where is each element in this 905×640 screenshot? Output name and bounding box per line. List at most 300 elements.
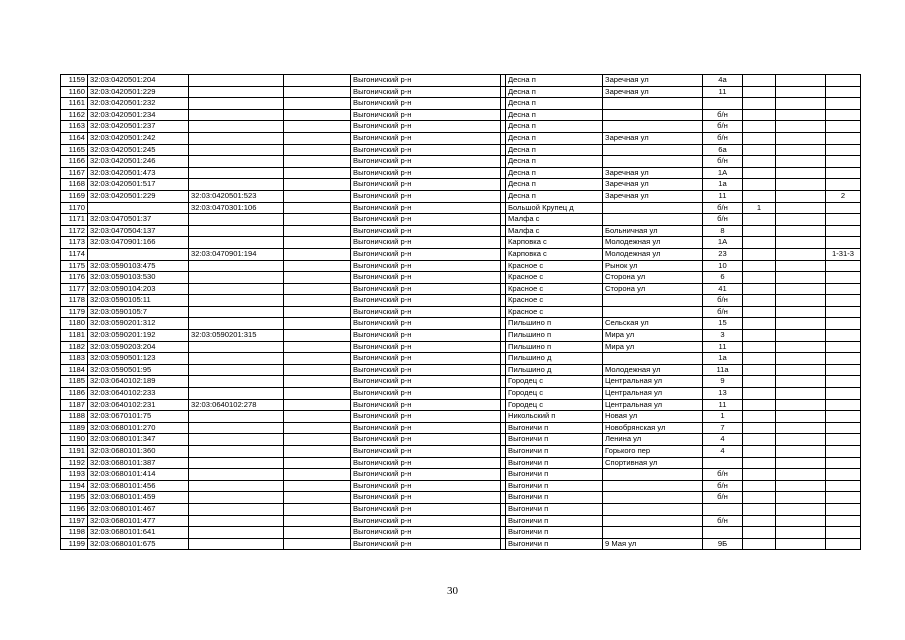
street-cell: Заречная ул xyxy=(603,179,703,191)
cadastral-number-cell: 32:03:0640102:189 xyxy=(88,376,189,388)
locality-cell: Пильшино д xyxy=(506,353,603,365)
new-cadastral-number-cell xyxy=(189,214,284,226)
house-number-cell: б/н xyxy=(703,515,743,527)
district-cell: Выгоничский р-н xyxy=(351,132,501,144)
new-cadastral-number-cell xyxy=(189,132,284,144)
table-row xyxy=(61,190,861,202)
count-cell xyxy=(743,527,776,539)
new-cadastral-number-cell xyxy=(189,434,284,446)
street-cell xyxy=(603,515,703,527)
street-cell xyxy=(603,98,703,110)
count-cell xyxy=(743,469,776,481)
district-cell: Выгоничский р-н xyxy=(351,364,501,376)
locality-cell: Городец с xyxy=(506,399,603,411)
street-cell: Центральная ул xyxy=(603,399,703,411)
house-number-cell: 11 xyxy=(703,399,743,411)
blank-col-3-cell xyxy=(776,399,826,411)
extra-cell xyxy=(826,434,861,446)
district-cell: Выгоничский р-н xyxy=(351,306,501,318)
blank-col-cell xyxy=(284,167,351,179)
row-number-cell: 1192 xyxy=(61,457,88,469)
blank-col-3-cell xyxy=(776,144,826,156)
row-number-cell: 1175 xyxy=(61,260,88,272)
cadastral-number-cell: 32:03:0420501:242 xyxy=(88,132,189,144)
street-cell: Больничная ул xyxy=(603,225,703,237)
cadastral-number-cell: 32:03:0590104:203 xyxy=(88,283,189,295)
new-cadastral-number-cell xyxy=(189,237,284,249)
extra-cell xyxy=(826,98,861,110)
cadastral-number-cell: 32:03:0680101:467 xyxy=(88,503,189,515)
new-cadastral-number-cell xyxy=(189,480,284,492)
table-row xyxy=(61,376,861,388)
blank-col-cell xyxy=(284,364,351,376)
cadastral-number-cell: 32:03:0590501:95 xyxy=(88,364,189,376)
blank-col-cell xyxy=(284,214,351,226)
extra-cell xyxy=(826,318,861,330)
district-cell: Выгоничский р-н xyxy=(351,167,501,179)
count-cell xyxy=(743,306,776,318)
cadastral-number-cell: 32:03:0590105:7 xyxy=(88,306,189,318)
count-cell xyxy=(743,156,776,168)
row-number-cell: 1196 xyxy=(61,503,88,515)
blank-col-cell xyxy=(284,98,351,110)
cadastral-number-cell xyxy=(88,248,189,260)
cadastral-number-cell: 32:03:0640102:231 xyxy=(88,399,189,411)
house-number-cell: 1 xyxy=(703,411,743,423)
blank-col-3-cell xyxy=(776,167,826,179)
cadastral-number-cell: 32:03:0590103:530 xyxy=(88,272,189,284)
house-number-cell: 11 xyxy=(703,190,743,202)
new-cadastral-number-cell xyxy=(189,341,284,353)
new-cadastral-number-cell xyxy=(189,376,284,388)
district-cell: Выгоничский р-н xyxy=(351,515,501,527)
blank-col-3-cell xyxy=(776,156,826,168)
cadastral-number-cell: 32:03:0590105:11 xyxy=(88,295,189,307)
house-number-cell: б/н xyxy=(703,306,743,318)
locality-cell: Десна п xyxy=(506,109,603,121)
cadastral-number-cell: 32:03:0680101:675 xyxy=(88,538,189,550)
blank-col-3-cell xyxy=(776,225,826,237)
extra-cell xyxy=(826,330,861,342)
blank-col-cell xyxy=(284,446,351,458)
blank-col-3-cell xyxy=(776,202,826,214)
row-number-cell: 1180 xyxy=(61,318,88,330)
blank-col-3-cell xyxy=(776,469,826,481)
blank-col-3-cell xyxy=(776,538,826,550)
district-cell: Выгоничский р-н xyxy=(351,225,501,237)
district-cell: Выгоничский р-н xyxy=(351,446,501,458)
new-cadastral-number-cell xyxy=(189,260,284,272)
extra-cell xyxy=(826,75,861,87)
street-cell xyxy=(603,295,703,307)
district-cell: Выгоничский р-н xyxy=(351,330,501,342)
blank-col-cell xyxy=(284,330,351,342)
table-row xyxy=(61,515,861,527)
blank-col-3-cell xyxy=(776,121,826,133)
count-cell xyxy=(743,225,776,237)
extra-cell xyxy=(826,480,861,492)
blank-col-3-cell xyxy=(776,109,826,121)
district-cell: Выгоничский р-н xyxy=(351,75,501,87)
extra-cell xyxy=(826,144,861,156)
blank-col-3-cell xyxy=(776,434,826,446)
table-row xyxy=(61,237,861,249)
count-cell xyxy=(743,190,776,202)
blank-col-cell xyxy=(284,75,351,87)
row-number-cell: 1181 xyxy=(61,330,88,342)
extra-cell xyxy=(826,179,861,191)
street-cell xyxy=(603,214,703,226)
blank-col-cell xyxy=(284,538,351,550)
locality-cell: Десна п xyxy=(506,179,603,191)
new-cadastral-number-cell xyxy=(189,388,284,400)
locality-cell: Выгоничи п xyxy=(506,469,603,481)
house-number-cell: 13 xyxy=(703,388,743,400)
street-cell: Молодежная ул xyxy=(603,364,703,376)
district-cell: Выгоничский р-н xyxy=(351,318,501,330)
new-cadastral-number-cell xyxy=(189,306,284,318)
locality-cell: Пильшино п xyxy=(506,341,603,353)
row-number-cell: 1182 xyxy=(61,341,88,353)
street-cell xyxy=(603,202,703,214)
new-cadastral-number-cell xyxy=(189,364,284,376)
cadastral-number-cell: 32:03:0420501:229 xyxy=(88,86,189,98)
district-cell: Выгоничский р-н xyxy=(351,283,501,295)
cadastral-number-cell: 32:03:0640102:233 xyxy=(88,388,189,400)
table-row xyxy=(61,364,861,376)
row-number-cell: 1169 xyxy=(61,190,88,202)
cadastral-number-cell: 32:03:0680101:456 xyxy=(88,480,189,492)
blank-col-cell xyxy=(284,376,351,388)
extra-cell xyxy=(826,272,861,284)
blank-col-cell xyxy=(284,492,351,504)
house-number-cell: 8 xyxy=(703,225,743,237)
count-cell xyxy=(743,179,776,191)
new-cadastral-number-cell xyxy=(189,86,284,98)
house-number-cell: б/н xyxy=(703,132,743,144)
district-cell: Выгоничский р-н xyxy=(351,411,501,423)
count-cell xyxy=(743,515,776,527)
blank-col-3-cell xyxy=(776,422,826,434)
blank-col-3-cell xyxy=(776,527,826,539)
cadastral-number-cell: 32:03:0470901:166 xyxy=(88,237,189,249)
district-cell: Выгоничский р-н xyxy=(351,272,501,284)
district-cell: Выгоничский р-н xyxy=(351,353,501,365)
table-body xyxy=(61,75,861,550)
table-row xyxy=(61,306,861,318)
row-number-cell: 1184 xyxy=(61,364,88,376)
extra-cell xyxy=(826,109,861,121)
street-cell xyxy=(603,144,703,156)
new-cadastral-number-cell: 32:03:0640102:278 xyxy=(189,399,284,411)
cadastral-number-cell: 32:03:0420501:245 xyxy=(88,144,189,156)
table-row xyxy=(61,179,861,191)
row-number-cell: 1163 xyxy=(61,121,88,133)
table-row xyxy=(61,422,861,434)
count-cell xyxy=(743,86,776,98)
house-number-cell: б/н xyxy=(703,295,743,307)
cadastral-number-cell: 32:03:0420501:517 xyxy=(88,179,189,191)
street-cell: Молодежная ул xyxy=(603,237,703,249)
row-number-cell: 1173 xyxy=(61,237,88,249)
extra-cell: 2 xyxy=(826,190,861,202)
house-number-cell: 15 xyxy=(703,318,743,330)
row-number-cell: 1159 xyxy=(61,75,88,87)
blank-col-3-cell xyxy=(776,214,826,226)
count-cell xyxy=(743,75,776,87)
house-number-cell: б/н xyxy=(703,202,743,214)
locality-cell: Красное с xyxy=(506,295,603,307)
table-row xyxy=(61,388,861,400)
register-table xyxy=(60,74,861,550)
blank-col-cell xyxy=(284,503,351,515)
blank-col-3-cell xyxy=(776,98,826,110)
row-number-cell: 1178 xyxy=(61,295,88,307)
blank-col-3-cell xyxy=(776,446,826,458)
blank-col-cell xyxy=(284,527,351,539)
street-cell: Сторона ул xyxy=(603,272,703,284)
new-cadastral-number-cell xyxy=(189,225,284,237)
count-cell xyxy=(743,376,776,388)
count-cell xyxy=(743,411,776,423)
count-cell xyxy=(743,538,776,550)
blank-col-cell xyxy=(284,411,351,423)
street-cell: Молодежная ул xyxy=(603,248,703,260)
count-cell xyxy=(743,295,776,307)
cadastral-number-cell: 32:03:0470504:137 xyxy=(88,225,189,237)
blank-col-cell xyxy=(284,341,351,353)
table-row xyxy=(61,248,861,260)
new-cadastral-number-cell xyxy=(189,538,284,550)
house-number-cell: 23 xyxy=(703,248,743,260)
new-cadastral-number-cell xyxy=(189,422,284,434)
district-cell: Выгоничский р-н xyxy=(351,388,501,400)
table-row xyxy=(61,260,861,272)
house-number-cell: б/н xyxy=(703,469,743,481)
extra-cell xyxy=(826,353,861,365)
cadastral-number-cell: 32:03:0670101:75 xyxy=(88,411,189,423)
count-cell xyxy=(743,353,776,365)
district-cell: Выгоничский р-н xyxy=(351,538,501,550)
row-number-cell: 1168 xyxy=(61,179,88,191)
street-cell: Спортивная ул xyxy=(603,457,703,469)
new-cadastral-number-cell xyxy=(189,75,284,87)
locality-cell: Выгоничи п xyxy=(506,480,603,492)
district-cell: Выгоничский р-н xyxy=(351,144,501,156)
blank-col-cell xyxy=(284,248,351,260)
street-cell: Горького пер xyxy=(603,446,703,458)
table-row xyxy=(61,330,861,342)
extra-cell xyxy=(826,457,861,469)
new-cadastral-number-cell xyxy=(189,411,284,423)
cadastral-number-cell: 32:03:0590201:312 xyxy=(88,318,189,330)
table-row xyxy=(61,156,861,168)
blank-col-3-cell xyxy=(776,272,826,284)
row-number-cell: 1177 xyxy=(61,283,88,295)
row-number-cell: 1166 xyxy=(61,156,88,168)
count-cell xyxy=(743,457,776,469)
blank-col-cell xyxy=(284,515,351,527)
blank-col-cell xyxy=(284,86,351,98)
house-number-cell: б/н xyxy=(703,214,743,226)
count-cell xyxy=(743,248,776,260)
blank-col-cell xyxy=(284,469,351,481)
register-table-container xyxy=(60,74,861,550)
house-number-cell: 3 xyxy=(703,330,743,342)
count-cell: 1 xyxy=(743,202,776,214)
row-number-cell: 1164 xyxy=(61,132,88,144)
extra-cell xyxy=(826,399,861,411)
table-row xyxy=(61,121,861,133)
blank-col-3-cell xyxy=(776,330,826,342)
locality-cell: Малфа с xyxy=(506,214,603,226)
blank-col-cell xyxy=(284,202,351,214)
street-cell xyxy=(603,469,703,481)
table-row xyxy=(61,318,861,330)
new-cadastral-number-cell xyxy=(189,353,284,365)
new-cadastral-number-cell xyxy=(189,469,284,481)
count-cell xyxy=(743,132,776,144)
house-number-cell xyxy=(703,503,743,515)
table-row xyxy=(61,353,861,365)
blank-col-3-cell xyxy=(776,75,826,87)
locality-cell: Городец с xyxy=(506,376,603,388)
blank-col-3-cell xyxy=(776,132,826,144)
table-row xyxy=(61,272,861,284)
blank-col-cell xyxy=(284,190,351,202)
cadastral-number-cell: 32:03:0420501:229 xyxy=(88,190,189,202)
house-number-cell xyxy=(703,457,743,469)
blank-col-3-cell xyxy=(776,480,826,492)
house-number-cell: 9Б xyxy=(703,538,743,550)
table-row xyxy=(61,86,861,98)
blank-col-cell xyxy=(284,318,351,330)
extra-cell xyxy=(826,260,861,272)
cadastral-number-cell: 32:03:0590501:123 xyxy=(88,353,189,365)
district-cell: Выгоничский р-н xyxy=(351,480,501,492)
extra-cell xyxy=(826,121,861,133)
locality-cell: Городец с xyxy=(506,388,603,400)
cadastral-number-cell: 32:03:0590201:192 xyxy=(88,330,189,342)
cadastral-number-cell: 32:03:0590203:204 xyxy=(88,341,189,353)
house-number-cell xyxy=(703,98,743,110)
district-cell: Выгоничский р-н xyxy=(351,237,501,249)
locality-cell: Никольский п xyxy=(506,411,603,423)
table-row xyxy=(61,214,861,226)
row-number-cell: 1171 xyxy=(61,214,88,226)
count-cell xyxy=(743,341,776,353)
district-cell: Выгоничский р-н xyxy=(351,376,501,388)
locality-cell: Выгоничи п xyxy=(506,446,603,458)
count-cell xyxy=(743,167,776,179)
blank-col-cell xyxy=(284,388,351,400)
new-cadastral-number-cell xyxy=(189,527,284,539)
cadastral-number-cell: 32:03:0420501:473 xyxy=(88,167,189,179)
count-cell xyxy=(743,388,776,400)
count-cell xyxy=(743,144,776,156)
house-number-cell: 7 xyxy=(703,422,743,434)
locality-cell: Десна п xyxy=(506,144,603,156)
row-number-cell: 1170 xyxy=(61,202,88,214)
locality-cell: Выгоничи п xyxy=(506,457,603,469)
row-number-cell: 1188 xyxy=(61,411,88,423)
page-number: 30 xyxy=(447,585,458,597)
extra-cell xyxy=(826,295,861,307)
extra-cell xyxy=(826,376,861,388)
district-cell: Выгоничский р-н xyxy=(351,341,501,353)
blank-col-cell xyxy=(284,156,351,168)
row-number-cell: 1179 xyxy=(61,306,88,318)
cadastral-number-cell xyxy=(88,202,189,214)
street-cell: Сельская ул xyxy=(603,318,703,330)
blank-col-cell xyxy=(284,399,351,411)
street-cell: Мира ул xyxy=(603,341,703,353)
locality-cell: Десна п xyxy=(506,156,603,168)
row-number-cell: 1186 xyxy=(61,388,88,400)
table-row xyxy=(61,109,861,121)
blank-col-3-cell xyxy=(776,376,826,388)
table-row xyxy=(61,295,861,307)
district-cell: Выгоничский р-н xyxy=(351,109,501,121)
street-cell: Новобрянская ул xyxy=(603,422,703,434)
extra-cell xyxy=(826,237,861,249)
cadastral-number-cell: 32:03:0680101:347 xyxy=(88,434,189,446)
house-number-cell: 4а xyxy=(703,75,743,87)
locality-cell: Десна п xyxy=(506,86,603,98)
new-cadastral-number-cell xyxy=(189,109,284,121)
count-cell xyxy=(743,503,776,515)
cadastral-number-cell: 32:03:0420501:204 xyxy=(88,75,189,87)
blank-col-3-cell xyxy=(776,248,826,260)
house-number-cell: 11 xyxy=(703,341,743,353)
extra-cell xyxy=(826,388,861,400)
blank-col-3-cell xyxy=(776,353,826,365)
locality-cell: Выгоничи п xyxy=(506,503,603,515)
street-cell: Заречная ул xyxy=(603,132,703,144)
count-cell xyxy=(743,434,776,446)
house-number-cell: б/н xyxy=(703,156,743,168)
row-number-cell: 1167 xyxy=(61,167,88,179)
extra-cell: 1-31-3 xyxy=(826,248,861,260)
blank-col-3-cell xyxy=(776,306,826,318)
street-cell: Заречная ул xyxy=(603,167,703,179)
locality-cell: Пильшино д xyxy=(506,364,603,376)
street-cell xyxy=(603,109,703,121)
count-cell xyxy=(743,446,776,458)
extra-cell xyxy=(826,515,861,527)
blank-col-3-cell xyxy=(776,341,826,353)
district-cell: Выгоничский р-н xyxy=(351,248,501,260)
table-row xyxy=(61,225,861,237)
street-cell: Мира ул xyxy=(603,330,703,342)
locality-cell: Десна п xyxy=(506,75,603,87)
street-cell: Сторона ул xyxy=(603,283,703,295)
locality-cell: Выгоничи п xyxy=(506,527,603,539)
cadastral-number-cell: 32:03:0470501:37 xyxy=(88,214,189,226)
street-cell xyxy=(603,156,703,168)
row-number-cell: 1187 xyxy=(61,399,88,411)
extra-cell xyxy=(826,225,861,237)
blank-col-cell xyxy=(284,121,351,133)
district-cell: Выгоничский р-н xyxy=(351,190,501,202)
blank-col-cell xyxy=(284,272,351,284)
new-cadastral-number-cell xyxy=(189,272,284,284)
new-cadastral-number-cell xyxy=(189,492,284,504)
district-cell: Выгоничский р-н xyxy=(351,422,501,434)
blank-col-cell xyxy=(284,179,351,191)
table-row xyxy=(61,492,861,504)
new-cadastral-number-cell: 32:03:0590201:315 xyxy=(189,330,284,342)
